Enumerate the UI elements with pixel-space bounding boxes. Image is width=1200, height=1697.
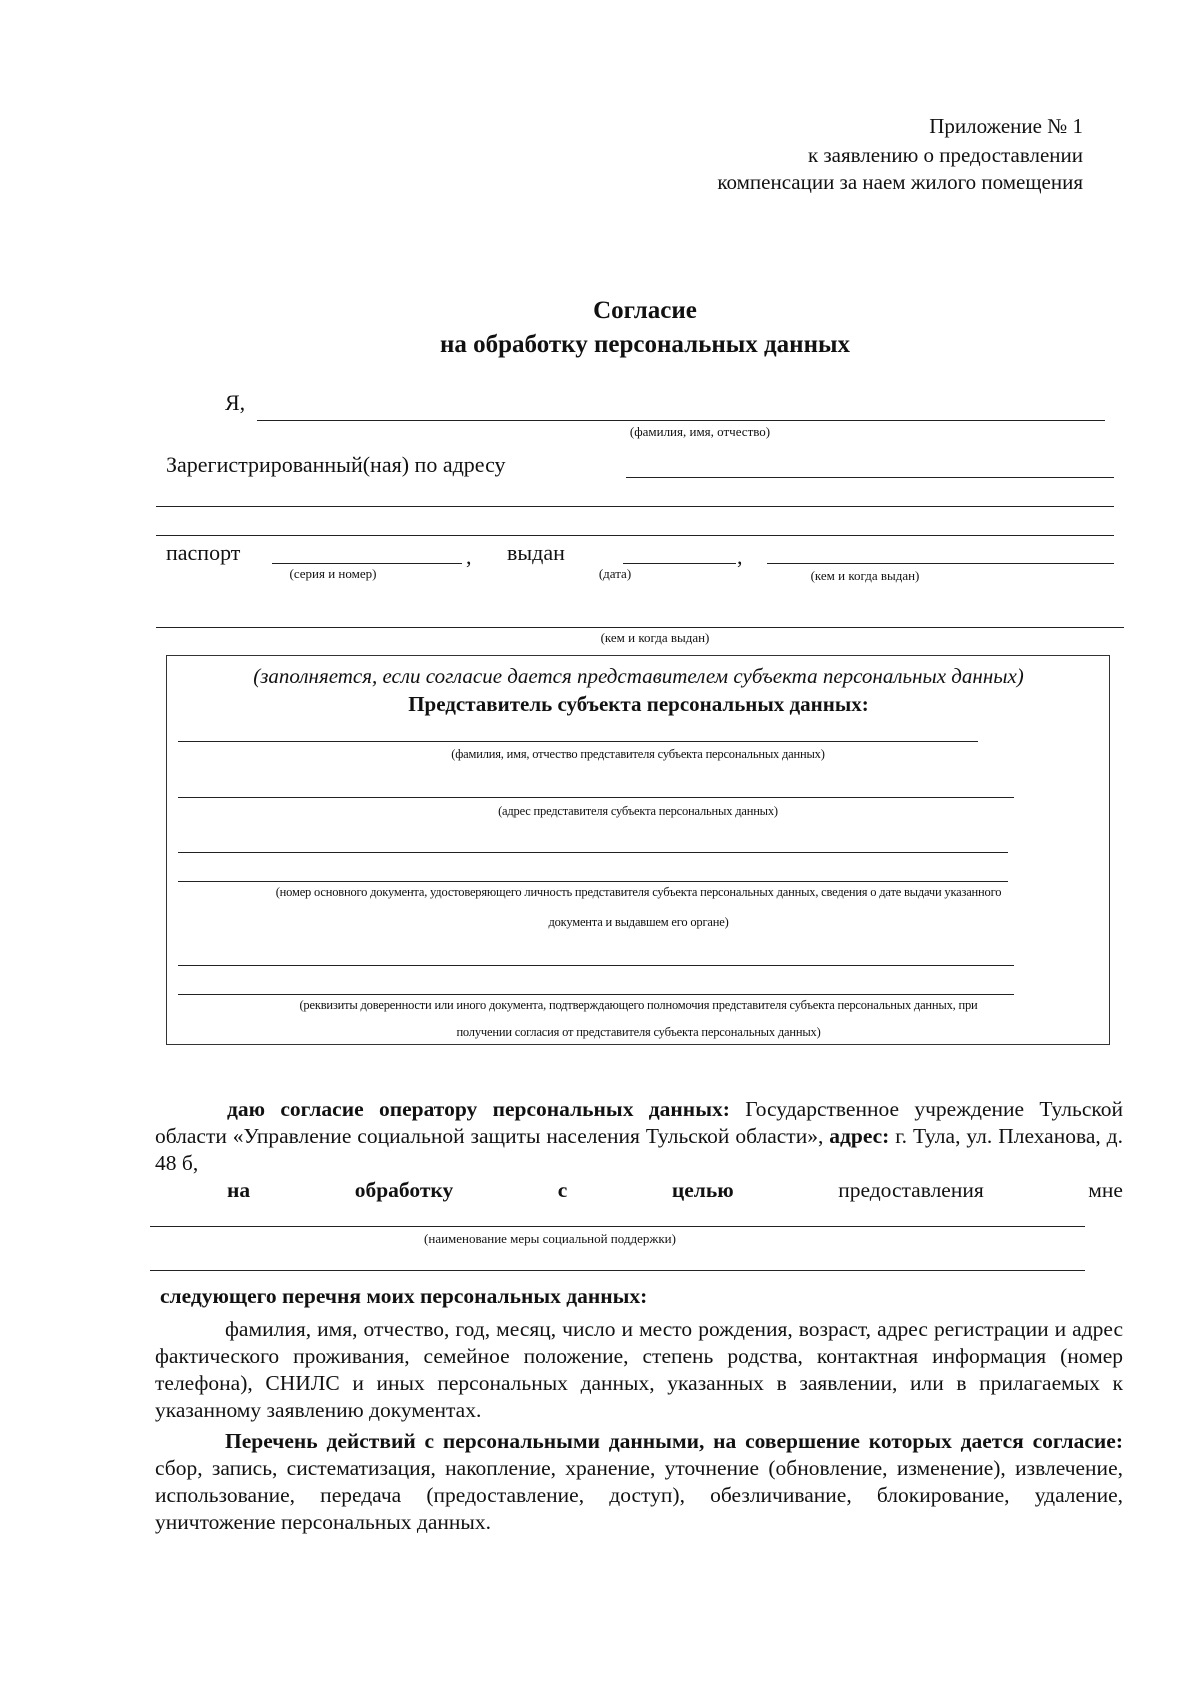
- appendix-number: Приложение № 1: [929, 114, 1083, 138]
- comma-2: ,: [737, 544, 743, 569]
- address-field-line-1[interactable]: [626, 477, 1114, 478]
- measure-line-2[interactable]: [150, 1270, 1085, 1271]
- purpose-word-5: предоставления: [838, 1178, 984, 1202]
- actions-list: сбор, запись, систематизация, накопление, хранение, уточнение (обновление, изменение), извлечение, использование, передача (предоставление, доступ), обезличивание, блокирование, удаление, уничтожение персональных данных.: [155, 1456, 1123, 1534]
- address-field-line-2[interactable]: [156, 506, 1114, 507]
- purpose-word-3: с: [557, 1178, 568, 1202]
- purpose-word-6: мне: [1088, 1178, 1123, 1202]
- representative-doc-caption-1: (номер основного документа, удостоверяющего личность представителя субъекта персональных данных, сведения о дате выдачи указанного: [275, 885, 1002, 899]
- document-title: Согласие: [593, 297, 697, 324]
- representative-power-caption-1: (реквизиты доверенности или иного документа, подтверждающего полномочия представителя субъекта персональных данных, при: [299, 998, 978, 1012]
- purpose-word-2: обработку: [354, 1178, 454, 1202]
- measure-caption: (наименование меры социальной поддержки): [424, 1231, 676, 1246]
- ya-label: Я,: [225, 390, 246, 415]
- operator-address: г. Тула, ул. Плеханова, д. 48 б,: [155, 1124, 1123, 1175]
- operator-name: Государственное учреждение Тульской области «Управление социальной защиты населения Тульской области»,: [155, 1097, 1123, 1148]
- issued-label: выдан: [507, 540, 565, 565]
- representative-fio-line[interactable]: [178, 741, 978, 742]
- purpose-word-4: целью: [671, 1178, 734, 1202]
- issued-by-caption-1: (кем и когда выдан): [810, 568, 920, 583]
- consent-bold: даю согласие оператору персональных данных:: [227, 1097, 730, 1121]
- consent-paragraph: [155, 1096, 1123, 1177]
- issued-by-line-2[interactable]: [156, 627, 1124, 628]
- representative-address-line[interactable]: [178, 797, 1014, 798]
- actions-paragraph: [155, 1428, 1123, 1536]
- passport-series-line[interactable]: [272, 563, 462, 564]
- representative-power-caption-2: получении согласия от представителя субъекта персональных данных): [456, 1025, 821, 1039]
- representative-address-caption: (адрес представителя субъекта персональных данных): [498, 804, 778, 818]
- address-field-line-3[interactable]: [156, 535, 1114, 536]
- representative-doc-caption-2: документа и выдавшем его органе): [548, 915, 729, 929]
- representative-doc-line-1[interactable]: [178, 852, 1008, 853]
- measure-line-1[interactable]: [150, 1226, 1085, 1227]
- issue-date-line[interactable]: [623, 563, 736, 564]
- list-paragraph: фамилия, имя, отчество, год, месяц, число и место рождения, возраст, адрес регистрации и адрес фактического проживания, семейное положение, степень родства, контактная информация (номер телефона), СНИЛС и иных персональных данных, указанных в заявлении, или в прилагаемых к указанному заявлению документах.: [155, 1317, 1123, 1422]
- passport-label: паспорт: [166, 540, 241, 565]
- issued-by-line-1[interactable]: [767, 563, 1114, 564]
- representative-heading: Представитель субъекта персональных данных:: [408, 692, 869, 716]
- appendix-subtitle-1: к заявлению о предоставлении: [807, 143, 1083, 167]
- purpose-word-1: на: [227, 1178, 251, 1202]
- comma-1: ,: [466, 544, 472, 569]
- address-bold: адрес:: [829, 1124, 890, 1148]
- appendix-subtitle-2: компенсации за наем жилого помещения: [717, 170, 1083, 194]
- representative-doc-line-2[interactable]: [178, 881, 1008, 882]
- fio-field-line[interactable]: [257, 420, 1105, 421]
- series-caption: (серия и номер): [289, 566, 377, 581]
- fio-caption: (фамилия, имя, отчество): [629, 424, 771, 439]
- representative-note: (заполняется, если согласие дается представителем субъекта персональных данных): [253, 664, 1024, 688]
- date-caption: (дата): [598, 566, 632, 581]
- purpose-row: [155, 1178, 1123, 1203]
- address-label: Зарегистрированный(ная) по адресу: [166, 452, 506, 477]
- document-subtitle: на обработку персональных данных: [440, 331, 850, 358]
- representative-power-line-2[interactable]: [178, 994, 1014, 995]
- actions-bold: Перечень действий с персональными данными, на совершение которых дается согласие:: [225, 1429, 1123, 1453]
- representative-fio-caption: (фамилия, имя, отчество представителя субъекта персональных данных): [451, 747, 825, 761]
- list-heading: следующего перечня моих персональных данных:: [160, 1284, 648, 1308]
- issued-by-caption-2: (кем и когда выдан): [600, 630, 710, 645]
- representative-power-line-1[interactable]: [178, 965, 1014, 966]
